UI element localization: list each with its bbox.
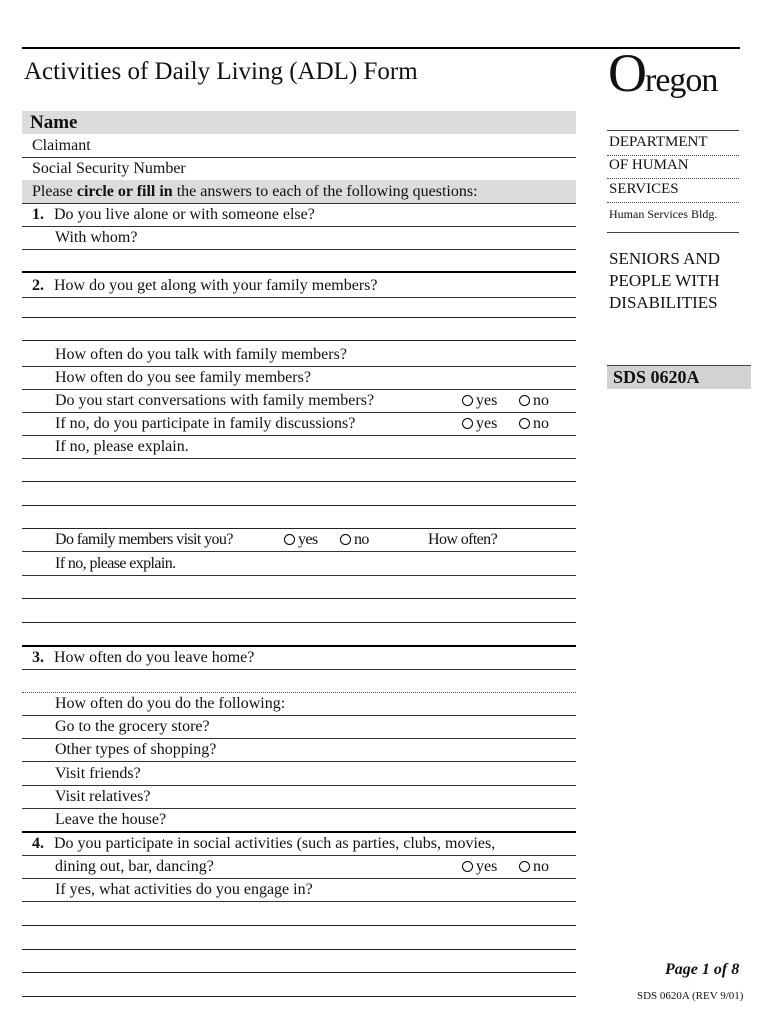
q3-shopping-label: Other types of shopping? — [55, 741, 217, 758]
q2-number: 2. — [32, 277, 44, 294]
q3-house-label: Leave the house? — [55, 811, 167, 828]
q4-line2-row — [22, 855, 576, 879]
q1-row[interactable] — [22, 203, 576, 227]
no-label: no — [533, 858, 549, 875]
q3-number: 3. — [32, 649, 44, 666]
sidebar-rule — [607, 178, 739, 179]
building-name: Human Services Bldg. — [609, 207, 718, 221]
instructions-post: the answers to each of the following questions: — [172, 183, 478, 200]
q2-explain-label: If no, please explain. — [55, 438, 189, 455]
yes-label: yes — [476, 858, 498, 875]
q2-row[interactable] — [22, 274, 576, 298]
q2-explain-row[interactable] — [22, 435, 576, 459]
q2-participate-row — [22, 412, 576, 436]
sidebar-rule — [607, 202, 739, 203]
q4-text-line1: Do you participate in social activities (such as parties, clubs, movies, — [54, 835, 496, 852]
q4-row — [22, 832, 576, 856]
q2-text: How do you get along with your family members? — [54, 277, 378, 294]
division-line-1: SENIORS AND — [609, 249, 720, 268]
ssn-row[interactable] — [22, 157, 576, 181]
q2-participate-no-option[interactable] — [519, 412, 549, 435]
radio-circle-icon — [519, 861, 530, 872]
yes-label: yes — [476, 415, 498, 432]
radio-circle-icon — [519, 395, 530, 406]
radio-circle-icon — [462, 418, 473, 429]
instructions-text — [22, 183, 478, 200]
radio-circle-icon — [519, 418, 530, 429]
q2-start-row — [22, 389, 576, 413]
sidebar-rule — [607, 155, 739, 156]
q2-talk-row[interactable] — [22, 343, 576, 367]
no-label: no — [533, 415, 549, 432]
answer-line[interactable] — [22, 972, 576, 973]
answer-line[interactable] — [22, 622, 576, 623]
form-revision: SDS 0620A (REV 9/01) — [637, 990, 744, 1002]
oregon-logo-text: regon — [645, 62, 718, 99]
q3-shopping-row[interactable] — [22, 738, 576, 762]
page-title: Activities of Daily Living (ADL) Form — [24, 58, 418, 85]
q3-text: How often do you leave home? — [54, 649, 255, 666]
q2-start-label: Do you start conversations with family members? — [55, 392, 375, 409]
q3-row[interactable] — [22, 646, 576, 670]
q2-talk-label: How often do you talk with family members? — [55, 346, 347, 363]
department-line-3: SERVICES — [609, 181, 679, 197]
q4-yes-option[interactable] — [462, 855, 497, 878]
q3-relatives-label: Visit relatives? — [55, 788, 151, 805]
q3-following-row — [22, 692, 576, 716]
answer-line[interactable] — [22, 317, 576, 318]
q1-whom-row[interactable] — [22, 226, 576, 250]
q3-grocery-label: Go to the grocery store? — [55, 718, 210, 735]
oregon-logo — [608, 42, 717, 104]
q1-text: Do you live alone or with someone else? — [54, 206, 315, 223]
name-row — [22, 111, 576, 134]
q4-no-option[interactable] — [519, 855, 549, 878]
answer-line[interactable] — [22, 481, 576, 482]
no-label: no — [354, 531, 369, 548]
sidebar-rule — [607, 232, 739, 233]
instructions-row — [22, 180, 576, 204]
q2-participate-yes-option[interactable] — [462, 412, 497, 435]
ssn-label: Social Security Number — [32, 160, 186, 177]
claimant-label: Claimant — [32, 137, 91, 154]
q3-grocery-row[interactable] — [22, 715, 576, 739]
name-label: Name — [30, 112, 78, 133]
department-line-2: OF HUMAN — [609, 157, 689, 173]
q1-number: 1. — [32, 206, 44, 223]
q4-activities-row[interactable] — [22, 878, 576, 902]
page-number: Page 1 of 8 — [665, 961, 740, 978]
radio-circle-icon — [462, 861, 473, 872]
answer-line[interactable] — [22, 505, 576, 506]
q2-see-row[interactable] — [22, 366, 576, 390]
q1-end-rule — [22, 271, 576, 273]
q3-house-row[interactable] — [22, 808, 576, 833]
q1-whom-label: With whom? — [55, 229, 138, 246]
claimant-row[interactable] — [22, 134, 576, 158]
no-label: no — [533, 392, 549, 409]
q2-visit-no-option[interactable] — [340, 528, 369, 551]
division-line-3: DISABILITIES — [609, 293, 718, 312]
q2-participate-label: If no, do you participate in family discussions? — [55, 415, 356, 432]
q2-visit-explain-row[interactable] — [22, 552, 576, 576]
q2-start-yes-option[interactable] — [462, 389, 497, 412]
answer-line[interactable] — [22, 925, 576, 926]
yes-label: yes — [476, 392, 498, 409]
q2-see-label: How often do you see family members? — [55, 369, 311, 386]
radio-circle-icon — [284, 534, 295, 545]
q4-activities-label: If yes, what activities do you engage in? — [55, 881, 313, 898]
division-line-2: PEOPLE WITH — [609, 271, 720, 290]
answer-line[interactable] — [22, 598, 576, 599]
q4-text-line2: dining out, bar, dancing? — [55, 858, 214, 875]
q4-number: 4. — [32, 835, 44, 852]
q2-visit-row — [22, 528, 576, 552]
q2-visit-explain-label: If no, please explain. — [55, 555, 176, 572]
yes-label: yes — [298, 531, 318, 548]
sidebar-rule — [607, 130, 739, 131]
radio-circle-icon — [340, 534, 351, 545]
q3-friends-label: Visit friends? — [55, 765, 141, 782]
q3-following-label: How often do you do the following: — [55, 695, 286, 712]
instructions-emphasis: circle or fill in — [76, 183, 173, 200]
answer-line[interactable] — [22, 996, 576, 997]
answer-line[interactable] — [22, 949, 576, 950]
radio-circle-icon — [462, 395, 473, 406]
form-code: SDS 0620A — [613, 367, 700, 387]
form-code-badge — [607, 365, 751, 389]
q2-how-often-label: How often? — [428, 531, 498, 548]
q3-friends-row[interactable] — [22, 762, 576, 786]
q3-relatives-row[interactable] — [22, 785, 576, 809]
answer-line[interactable] — [22, 340, 576, 341]
oregon-logo-initial: O — [608, 43, 645, 103]
q2-visit-label: Do family members visit you? — [55, 531, 233, 548]
q2-visit-yes-option[interactable] — [284, 528, 318, 551]
instructions-pre: Please — [32, 183, 77, 200]
department-line-1: DEPARTMENT — [609, 134, 708, 150]
q2-start-no-option[interactable] — [519, 389, 549, 412]
